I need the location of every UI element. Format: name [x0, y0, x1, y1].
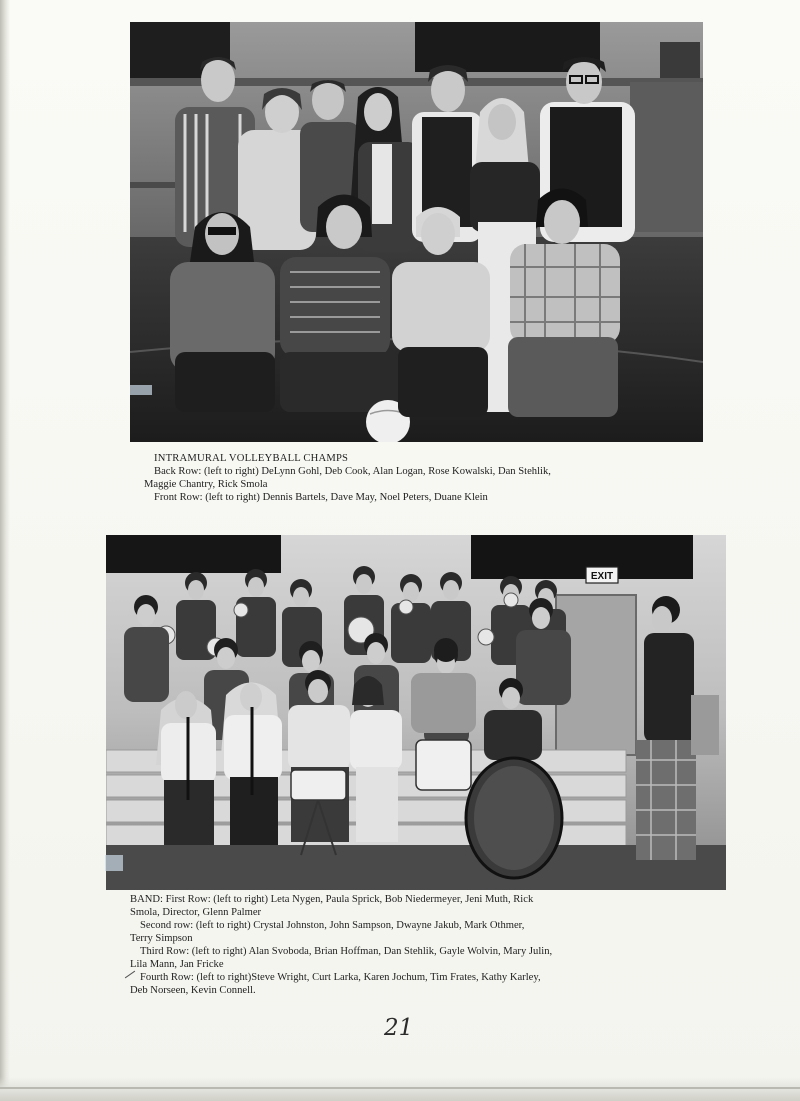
photo-2-caption-line: Terry Simpson	[130, 933, 193, 944]
print-mark	[130, 385, 152, 395]
photo-2-caption-line: Lila Mann, Jan Fricke	[130, 959, 224, 970]
photo-1-caption-line: Maggie Chantry, Rick Smola	[144, 479, 268, 490]
photo-1-caption-line: Back Row: (left to right) DeLynn Gohl, Deb Cook, Alan Logan, Rose Kowalski, Dan Stehlik,	[154, 466, 551, 477]
photo-2-caption-line: BAND: First Row: (left to right) Leta Nygen, Paula Sprick, Bob Niedermeyer, Jeni Muth, Rick	[130, 894, 534, 905]
page-binding-edge	[0, 0, 10, 1101]
page-bottom-edge	[0, 1077, 800, 1101]
photo-1-caption-title: INTRAMURAL VOLLEYBALL CHAMPS	[154, 453, 349, 464]
photo-2-caption-line: Third Row: (left to right) Alan Svoboda, Brian Hoffman, Dan Stehlik, Gayle Wolvin, Mary Julin,	[140, 946, 553, 957]
photo-2-caption-line: Second row: (left to right) Crystal Johnston, John Sampson, Dwayne Jakub, Mark Othmer,	[140, 920, 525, 931]
print-mark	[105, 855, 123, 871]
exit-sign: EXIT	[590, 571, 614, 582]
page-number: 21	[384, 1015, 414, 1041]
photo-2-caption-line: Smola, Director, Glenn Palmer	[130, 907, 262, 918]
pen-mark	[125, 971, 135, 979]
photo-2-caption-line: Fourth Row: (left to right)Steve Wright, Curt Larka, Karen Jochum, Tim Frates, Kathy Karley,	[140, 972, 541, 983]
photo-1-caption-line: Front Row: (left to right) Dennis Bartels, Dave May, Noel Peters, Duane Klein	[154, 492, 488, 503]
band-photo	[106, 535, 726, 890]
volleyball-team-photo	[130, 22, 703, 442]
photo-2-caption-line: Deb Norseen, Kevin Connell.	[130, 985, 256, 996]
